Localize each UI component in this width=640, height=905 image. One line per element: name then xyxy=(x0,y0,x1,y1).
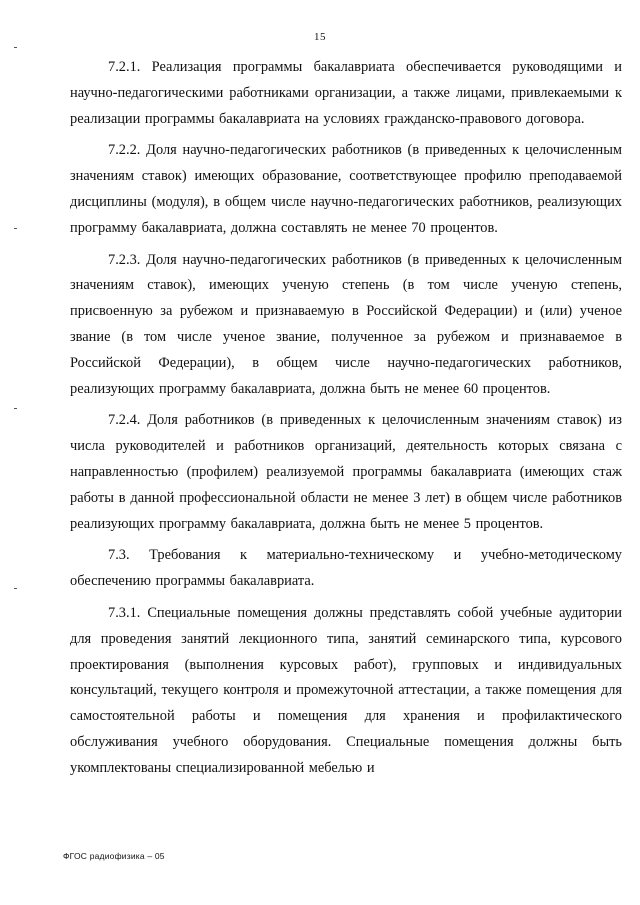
document-body xyxy=(70,55,622,788)
page-number: 15 xyxy=(314,31,326,43)
paragraph-7-2-4: 7.2.4. Доля работников (в приведенных к целочисленным значениям ставок) из числа руководителей и работников организаций, деятельность которых связана с направленностью (профилем) реализуемой программы бакалавриата (имеющих стаж работы в данной профессиональной области не менее 3 лет) в общем числе работников реализующих программу бакалавриата, должна быть не менее 5 процентов. xyxy=(70,412,622,532)
footer-text: ФГОС радиофизика – 05 xyxy=(63,851,165,861)
paragraph-7-2-3: 7.2.3. Доля научно-педагогических работников (в приведенных к целочисленным значениям ставок), имеющих ученую степень (в том числе ученую степень, присвоенную за рубежом и признаваемую в Российской Федерации) и (или) ученое звание (в том числе ученое звание, полученное за рубежом и признаваемое в Российской Федерации), в общем числе научно-педагогических работников, реализующих программу бакалавриата, должна быть не менее 60 процентов. xyxy=(70,251,622,397)
scan-mark xyxy=(14,408,17,409)
scan-mark xyxy=(14,228,17,229)
scan-mark xyxy=(14,588,17,589)
paragraph-7-2-1: 7.2.1. Реализация программы бакалавриата обеспечивается руководящими и научно-педагогическими работниками организации, а также лицами, привлекаемыми к реализации программы бакалавриата на условиях гражданско-правового договора. xyxy=(70,59,622,127)
paragraph-7-3-1: 7.3.1. Специальные помещения должны представлять собой учебные аудитории для проведения занятий лекционного типа, занятий семинарского типа, курсового проектирования (выполнения курсовых работ), групповых и индивидуальных консультаций, текущего контроля и промежуточной аттестации, а также помещения для самостоятельной работы и помещения для хранения и профилактического обслуживания учебного оборудования. Специальные помещения должны быть укомплектованы специализированной мебелью и xyxy=(70,604,622,776)
paragraph-7-3: 7.3. Требования к материально-техническому и учебно-методическому обеспечению программы бакалавриата. xyxy=(70,547,622,590)
scan-mark xyxy=(14,47,17,48)
paragraph-7-2-2: 7.2.2. Доля научно-педагогических работников (в приведенных к целочисленным значениям ставок) имеющих образование, соответствующее профилю преподаваемой дисциплины (модуля), в общем числе научно-педагогических работников, реализующих программу бакалавриата, должна составлять не менее 70 процентов. xyxy=(70,142,622,236)
